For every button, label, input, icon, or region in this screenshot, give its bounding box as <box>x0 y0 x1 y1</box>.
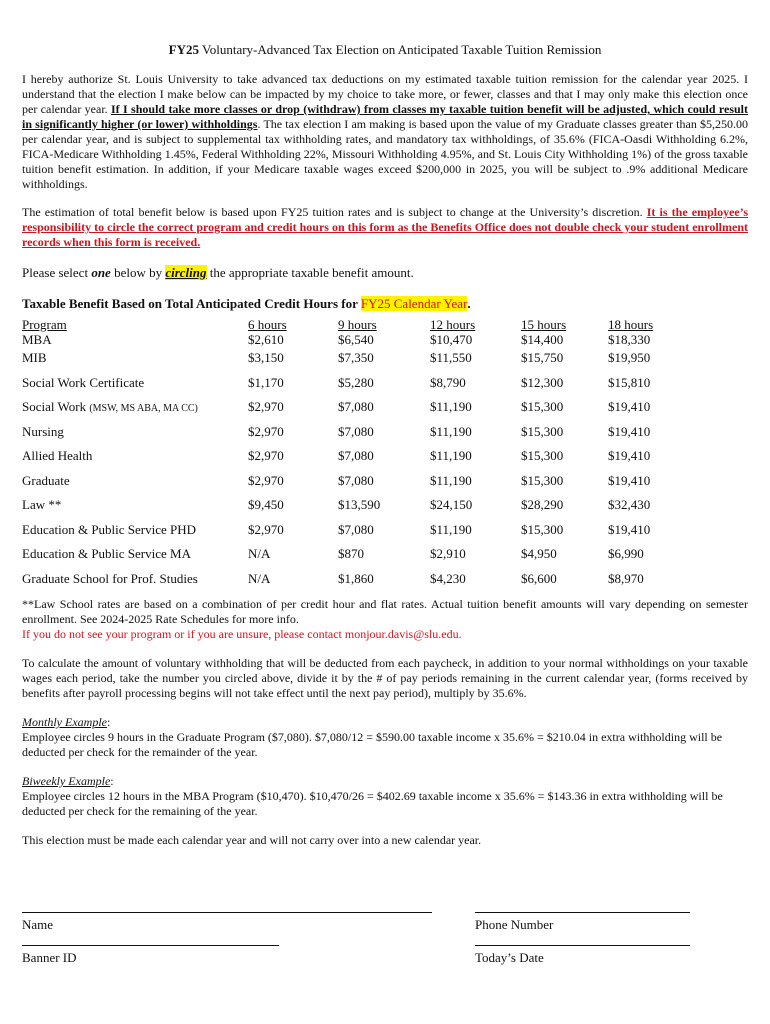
authorization-text: I hereby authorize St. Louis University to take advanced tax deductions on my estimated taxable tuition remission for the calendar year 2025. I understand that the election I make below can be impacted by my choice to take more, or fewer, classes and that I may only make this election once per calendar year. <box>22 72 748 116</box>
benefit-amount-cell[interactable]: $2,970 <box>248 472 284 488</box>
benefit-amount-cell[interactable]: $6,990 <box>608 546 644 561</box>
benefit-amount-cell[interactable]: $2,970 <box>248 448 284 463</box>
program-name: Nursing <box>22 423 64 439</box>
benefit-amount-cell[interactable]: $6,540 <box>338 332 374 347</box>
name-signature-line[interactable] <box>22 912 432 913</box>
benefit-amount-cell[interactable]: $15,300 <box>521 448 564 463</box>
table-row <box>22 497 748 522</box>
monthly-example-text: Employee circles 9 hours in the Graduate Program ($7,080). $7,080/12 = $590.00 taxable income x 35.6% = $210.04 in extra withholding will be deducted per check for the remainder of the year. <box>22 730 723 759</box>
select-circling: circling <box>165 265 207 280</box>
benefit-amount-cell[interactable]: $2,970 <box>248 399 284 414</box>
benefit-amount-cell[interactable]: $19,410 <box>608 423 651 439</box>
benefit-amount-cell[interactable]: $11,190 <box>430 423 472 439</box>
benefit-amount-cell[interactable]: $7,080 <box>338 472 374 488</box>
benefit-amount-cell[interactable]: $7,080 <box>338 521 374 537</box>
benefit-amount-cell[interactable]: $13,590 <box>338 497 381 512</box>
adjustment-warning: If I should take more classes or drop (withdraw) from classes my taxable tuition benefit will be adjusted, which could result in significantly higher (or lower) withholdings <box>22 102 749 131</box>
program-cell <box>22 473 248 498</box>
program-cell <box>22 546 248 571</box>
benefit-amount-cell[interactable]: $7,080 <box>338 448 374 463</box>
benefit-amount-cell[interactable]: $18,330 <box>608 332 651 347</box>
header-12-hours: 12 hours <box>430 317 476 332</box>
table-heading <box>22 296 748 311</box>
benefit-amount-cell[interactable]: $14,400 <box>521 332 564 347</box>
select-text-c: the appropriate taxable benefit amount. <box>206 265 414 280</box>
estimation-text: The estimation of total benefit below is based upon FY25 tuition rates and is subject to change at the University’s discretion. <box>22 205 647 219</box>
program-cell <box>22 424 248 449</box>
program-subtitle: (MSW, MS ABA, MA CC) <box>89 403 198 414</box>
benefit-amount-cell[interactable]: $32,430 <box>608 497 651 512</box>
program-name: Education & Public Service MA <box>22 546 191 561</box>
benefit-amount-cell[interactable]: $11,190 <box>430 448 472 463</box>
benefit-amount-cell[interactable]: N/A <box>248 570 271 586</box>
select-text-a: Please select <box>22 265 92 280</box>
form-title <box>22 42 748 57</box>
table-row <box>22 375 748 400</box>
phone-signature-line[interactable] <box>475 912 690 913</box>
benefit-amount-cell[interactable]: $15,300 <box>521 472 564 488</box>
benefit-amount-cell[interactable]: $19,410 <box>608 448 651 463</box>
benefit-amount-cell[interactable]: $24,150 <box>430 497 473 512</box>
date-label: Today’s Date <box>475 950 544 965</box>
header-18-hours: 18 hours <box>608 317 654 332</box>
table-row <box>22 546 748 571</box>
benefit-amount-cell[interactable]: $1,170 <box>248 374 284 390</box>
select-text-b: below by <box>110 265 166 280</box>
table-row <box>22 522 748 547</box>
benefit-amount-cell[interactable]: $2,970 <box>248 521 284 537</box>
authorization-text-cont: . The tax election I am making is based upon the value of my Graduate classes greater than $5,250.00 per calendar year, and is subject to supplemental tax withholding rates, and mandatory tax withholdings, of 35.6% (FICA-Oasdi Withholding 6.2%, FICA-Medicare Withholding 1.45%, Federal Withholding 22%, Missouri Withholding 4.95%, and St. Louis City Withholding 1%) of the gross taxable tuition benefit estimation. In addition, if your Medicare taxable wages exceed $200,000 in 2025, you will be subject to .9% additional Medicare withholdings. <box>22 117 748 191</box>
table-heading-text: Taxable Benefit Based on Total Anticipated Credit Hours for <box>22 296 361 311</box>
program-name: Graduate School for Prof. Studies <box>22 570 198 586</box>
benefit-amount-cell[interactable]: $15,300 <box>521 521 564 537</box>
benefit-amount-cell[interactable]: $19,410 <box>608 399 651 414</box>
program-name: MIB <box>22 350 47 365</box>
program-cell <box>22 448 248 473</box>
program-cell <box>22 350 248 375</box>
election-note: This election must be made each calendar year and will not carry over into a new calendar year. <box>22 833 482 847</box>
biweekly-example <box>22 774 748 819</box>
benefit-amount-cell[interactable]: $19,410 <box>608 472 651 488</box>
benefit-amount-cell[interactable]: $11,190 <box>430 472 472 488</box>
authorization-paragraph <box>22 72 748 192</box>
benefit-amount-cell[interactable]: $15,300 <box>521 399 564 414</box>
table-row <box>22 448 748 473</box>
name-label: Name <box>22 917 54 932</box>
benefit-amount-cell[interactable]: $2,910 <box>430 546 466 561</box>
banner-id-label: Banner ID <box>22 950 77 965</box>
table-row <box>22 350 748 375</box>
law-note: **Law School rates are based on a combination of per credit hour and flat rates. Actual tuition benefit amounts will vary depending on semester enrollment. See 2024-2025 Rate Schedules for more info. <box>22 597 748 626</box>
monthly-example-label: Monthly Example <box>22 715 107 729</box>
table-heading-end: . <box>467 296 471 311</box>
table-row <box>22 424 748 449</box>
benefit-amount-cell[interactable]: $2,610 <box>248 332 284 347</box>
benefit-amount-cell[interactable]: $2,970 <box>248 423 284 439</box>
benefit-amount-cell[interactable]: $11,190 <box>430 399 472 414</box>
table-heading-fy: FY25 Calendar Year <box>360 296 468 311</box>
benefit-amount-cell[interactable]: $12,300 <box>521 374 564 390</box>
benefit-amount-cell[interactable]: $4,950 <box>521 546 557 561</box>
benefit-amount-cell[interactable]: $10,470 <box>430 332 473 347</box>
table-row <box>22 473 748 498</box>
responsibility-warning: It is the employee’s responsibility to circle the correct program and credit hours on this form as the Benefits Office does not double check your student enrollment records when this form is received. <box>22 205 748 249</box>
program-name: Graduate <box>22 472 70 488</box>
select-one: one <box>91 265 111 280</box>
benefit-amount-cell[interactable]: $7,080 <box>338 399 374 414</box>
program-name: MBA <box>22 332 52 347</box>
biweekly-example-text: Employee circles 12 hours in the MBA Program ($10,470). $10,470/26 = $402.69 taxable income x 35.6% = $143.36 in extra withholding will be deducted per check for the remaining of the year. <box>22 789 723 818</box>
benefit-amount-cell[interactable]: $7,080 <box>338 423 374 439</box>
benefit-amount-cell[interactable]: $1,860 <box>338 570 374 586</box>
phone-label: Phone Number <box>475 917 554 932</box>
header-9-hours: 9 hours <box>338 317 377 332</box>
estimation-paragraph <box>22 205 748 250</box>
benefit-amount-cell[interactable]: $6,600 <box>521 570 557 586</box>
table-row <box>22 571 748 596</box>
program-cell <box>22 497 248 522</box>
program-cell <box>22 332 248 350</box>
program-name: Allied Health <box>22 448 93 463</box>
benefit-amount-cell[interactable]: $15,750 <box>521 350 564 365</box>
benefit-amount-cell[interactable]: N/A <box>248 546 271 561</box>
biweekly-colon: : <box>110 774 114 788</box>
date-line[interactable] <box>475 945 690 946</box>
header-program: Program <box>22 317 67 332</box>
benefit-amount-cell[interactable]: $870 <box>338 546 364 561</box>
form-page <box>22 42 748 848</box>
header-6-hours: 6 hours <box>248 317 287 332</box>
benefit-amount-cell[interactable]: $15,300 <box>521 423 564 439</box>
program-name: Social Work <box>22 399 90 414</box>
contact-note: If you do not see your program or if you are unsure, please contact monjour.davis@slu.edu. <box>22 627 462 641</box>
benefit-amount-cell[interactable]: $9,450 <box>248 497 284 512</box>
benefit-amount-cell[interactable]: $7,350 <box>338 350 374 365</box>
benefit-amount-cell[interactable]: $19,950 <box>608 350 651 365</box>
program-cell <box>22 375 248 400</box>
benefit-amount-cell[interactable]: $15,810 <box>608 374 651 390</box>
benefit-amount-cell[interactable]: $11,550 <box>430 350 472 365</box>
program-name: Law ** <box>22 497 62 512</box>
banner-id-line[interactable] <box>22 945 279 946</box>
table-header-row <box>22 317 748 332</box>
benefit-amount-cell[interactable]: $8,790 <box>430 374 466 390</box>
select-instruction <box>22 265 748 280</box>
table-row <box>22 399 748 424</box>
monthly-example <box>22 715 748 760</box>
program-cell <box>22 571 248 596</box>
header-15-hours: 15 hours <box>521 317 567 332</box>
monthly-colon: : <box>106 715 111 729</box>
benefit-table <box>22 317 748 595</box>
program-name: Education & Public Service PHD <box>22 521 197 537</box>
table-row <box>22 332 748 350</box>
program-cell <box>22 399 248 424</box>
biweekly-example-label: Biweekly Example <box>22 774 111 788</box>
benefit-amount-cell[interactable]: $8,970 <box>608 570 644 586</box>
calculation-instructions: To calculate the amount of voluntary withholding that will be deducted from each paycheck, in addition to your normal withholdings on your taxable wages each period, take the number you circled above, divide it by the # of pay periods remaining in the current calendar year, (forms received by benefits after payroll processing begins will not take effect until the next pay period), multiply by 35.6%. <box>22 656 748 700</box>
benefit-amount-cell[interactable]: $11,190 <box>430 521 472 537</box>
benefit-amount-cell[interactable]: $5,280 <box>338 374 374 390</box>
program-cell <box>22 522 248 547</box>
benefit-amount-cell[interactable]: $3,150 <box>248 350 284 365</box>
program-name: Social Work Certificate <box>22 374 145 390</box>
benefit-amount-cell[interactable]: $4,230 <box>430 570 466 586</box>
benefit-amount-cell[interactable]: $19,410 <box>608 521 651 537</box>
title-fy: FY25 <box>168 42 199 57</box>
title-rest: Voluntary-Advanced Tax Election on Anticipated Taxable Tuition Remission <box>199 42 602 57</box>
benefit-amount-cell[interactable]: $28,290 <box>521 497 564 512</box>
